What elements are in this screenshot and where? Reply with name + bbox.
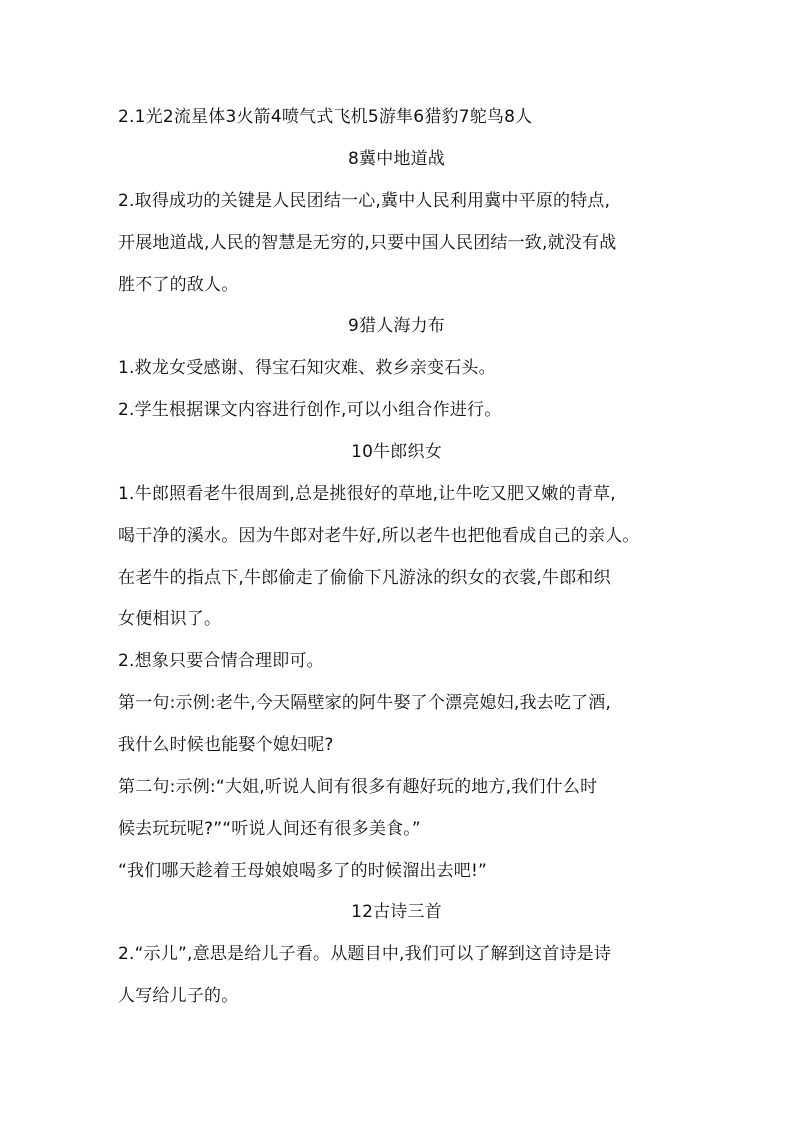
answer-line: 2.1光2流星体3火箭4喷气式飞机5游隼6猎豹7鸵鸟8人 <box>118 107 533 127</box>
section-heading: 12古诗三首 <box>351 902 442 922</box>
section-heading: 9猎人海力布 <box>347 316 446 336</box>
section-heading: 8冀中地道战 <box>347 149 446 169</box>
section-heading: 10牛郎织女 <box>351 442 442 462</box>
answer-line: 候去玩玩呢?”“听说人间还有很多美食。” <box>118 819 421 839</box>
answer-line: 2.学生根据课文内容进行创作,可以小组合作进行。 <box>118 400 502 420</box>
answer-line: 喝干净的溪水。因为牛郎对老牛好,所以老牛也把他看成自己的亲人。 <box>118 526 640 546</box>
answer-line: 胜不了的敌人。 <box>118 275 239 295</box>
answer-line: 2.取得成功的关键是人民团结一心,冀中人民利用冀中平原的特点, <box>118 191 611 211</box>
answer-line: 人写给儿子的。 <box>118 986 239 1006</box>
answer-line: 1.牛郎照看老牛很周到,总是挑很好的草地,让牛吃又肥又嫩的青草, <box>118 484 616 504</box>
answer-line: 2.想象只要合情合理即可。 <box>118 651 324 671</box>
answer-line: 1.救龙女受感谢、得宝石知灾难、救乡亲变石头。 <box>118 358 496 378</box>
answer-line: 我什么时候也能娶个媳妇呢? <box>118 735 334 755</box>
answer-line: 开展地道战,人民的智慧是无穷的,只要中国人民团结一致,就没有战 <box>118 233 617 253</box>
answer-line: 第二句:示例:“大姐,听说人间有很多有趣好玩的地方,我们什么时 <box>118 777 598 797</box>
answer-line: 在老牛的指点下,牛郎偷走了偷偷下凡游泳的织女的衣裳,牛郎和织 <box>118 568 611 588</box>
answer-line: 第一句:示例:老牛,今天隔壁家的阿牛娶了个漂亮媳妇,我去吃了酒, <box>118 693 612 713</box>
answer-line: 女便相识了。 <box>118 609 222 629</box>
answer-line: “我们哪天趁着王母娘娘喝多了的时候溜出去吧!” <box>118 861 488 881</box>
answer-line: 2.“示儿”,意思是给儿子看。从题目中,我们可以了解到这首诗是诗 <box>118 944 612 964</box>
